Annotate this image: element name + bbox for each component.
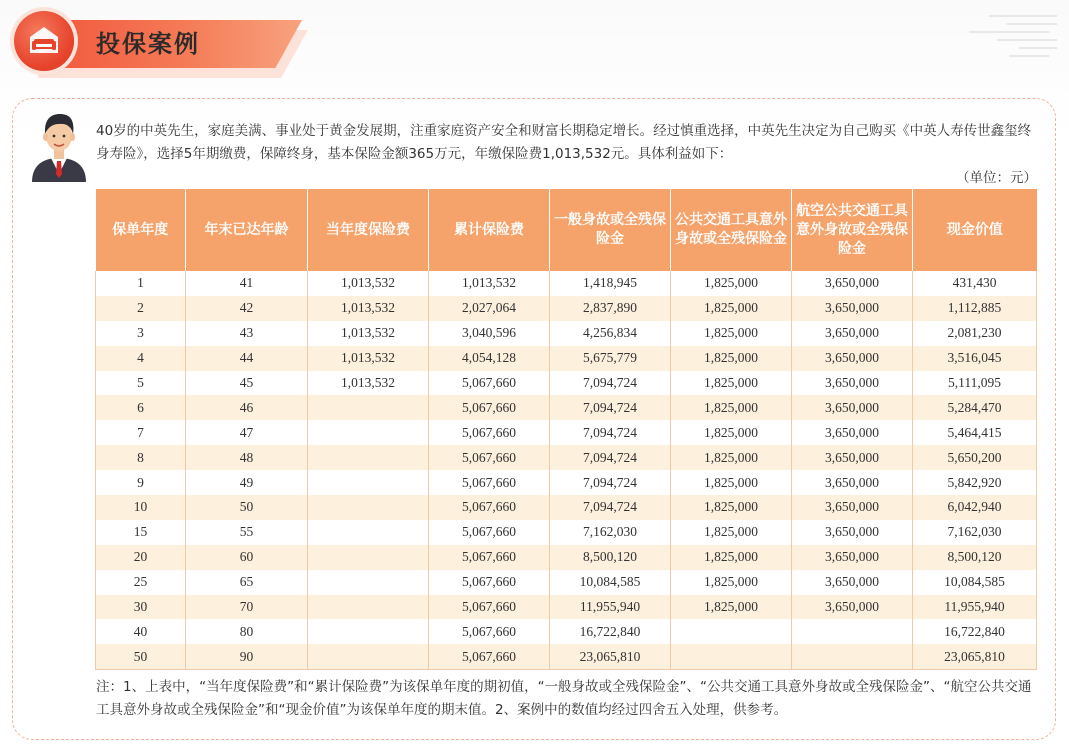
table-cell: 5,111,095	[913, 371, 1037, 396]
column-header: 累计保险费	[429, 189, 550, 271]
table-cell: 50	[186, 495, 308, 520]
table-cell: 2,837,890	[550, 296, 671, 321]
table-cell: 7,094,724	[550, 470, 671, 495]
benefit-table	[95, 189, 1036, 670]
table-cell: 7,094,724	[550, 445, 671, 470]
table-cell	[308, 619, 429, 644]
table-cell: 11,955,940	[550, 595, 671, 620]
table-cell: 1,825,000	[671, 395, 792, 420]
table-cell: 1,013,532	[308, 371, 429, 396]
table-cell: 3,650,000	[792, 470, 913, 495]
table-cell: 1	[96, 271, 186, 296]
table-cell: 7,094,724	[550, 495, 671, 520]
table-cell: 55	[186, 520, 308, 545]
table-cell: 5,067,660	[429, 570, 550, 595]
table-cell	[308, 595, 429, 620]
table-cell: 7,162,030	[913, 520, 1037, 545]
table-row	[96, 495, 1037, 520]
table-cell: 7,094,724	[550, 395, 671, 420]
table-cell: 65	[186, 570, 308, 595]
table-cell: 1,825,000	[671, 445, 792, 470]
table-cell: 7,162,030	[550, 520, 671, 545]
table-cell: 2,081,230	[913, 321, 1037, 346]
table-cell: 7,094,724	[550, 420, 671, 445]
table-cell	[308, 445, 429, 470]
table-cell: 5,067,660	[429, 445, 550, 470]
table-cell: 1,013,532	[308, 271, 429, 296]
table-cell: 3,650,000	[792, 346, 913, 371]
table-cell: 5	[96, 371, 186, 396]
table-cell: 1,825,000	[671, 371, 792, 396]
table-cell: 5,067,660	[429, 619, 550, 644]
table-row	[96, 619, 1037, 644]
table-cell: 1,013,532	[429, 271, 550, 296]
table-cell: 3,650,000	[792, 420, 913, 445]
table-cell: 16,722,840	[550, 619, 671, 644]
table-cell: 41	[186, 271, 308, 296]
table-header-row	[96, 189, 1037, 271]
table-cell: 1,825,000	[671, 321, 792, 346]
table-cell: 16,722,840	[913, 619, 1037, 644]
column-header: 当年度保险费	[308, 189, 429, 271]
table-cell: 5,067,660	[429, 495, 550, 520]
table-cell: 3,650,000	[792, 296, 913, 321]
table-cell: 4,256,834	[550, 321, 671, 346]
table-cell: 3,650,000	[792, 495, 913, 520]
table-cell: 23,065,810	[913, 644, 1037, 669]
table-cell: 3,650,000	[792, 271, 913, 296]
table-cell: 5,284,470	[913, 395, 1037, 420]
unit-label: （单位：元）	[956, 170, 1037, 186]
column-header: 保单年度	[96, 189, 186, 271]
table-cell: 11,955,940	[913, 595, 1037, 620]
column-header: 一般身故或全残保险金	[550, 189, 671, 271]
table-cell: 10,084,585	[913, 570, 1037, 595]
table-cell: 5,067,660	[429, 520, 550, 545]
table-cell: 5,067,660	[429, 545, 550, 570]
table-cell: 5,650,200	[913, 445, 1037, 470]
table-row	[96, 271, 1037, 296]
table-cell: 5,067,660	[429, 595, 550, 620]
footnote: 注：1、上表中，“当年度保险费”和“累计保险费”为该保单年度的期初值，“一般身故或全残保险金”、“公共交通工具意外身故或全残保险金”、“航空公共交通工具意外身故或全残保险金”和“现金价值”为该保单年度的期末值。2、案例中的数值均经过四舍五入处理，供参考。	[96, 679, 1032, 718]
column-header: 现金价值	[913, 189, 1037, 271]
decorative-lines	[949, 10, 1059, 70]
table-row	[96, 445, 1037, 470]
table-cell: 3,650,000	[792, 595, 913, 620]
table-cell: 1,418,945	[550, 271, 671, 296]
businessman-avatar-icon	[28, 108, 90, 182]
table-cell: 48	[186, 445, 308, 470]
table-cell: 3,650,000	[792, 570, 913, 595]
table-body	[96, 271, 1037, 670]
table-row	[96, 371, 1037, 396]
table-cell: 6,042,940	[913, 495, 1037, 520]
table-cell: 60	[186, 545, 308, 570]
table-cell: 80	[186, 619, 308, 644]
table-cell: 8,500,120	[550, 545, 671, 570]
table-row	[96, 395, 1037, 420]
table-cell: 5,067,660	[429, 470, 550, 495]
table-row	[96, 644, 1037, 669]
table-row	[96, 545, 1037, 570]
table-cell: 3,650,000	[792, 545, 913, 570]
table-cell: 5,675,779	[550, 346, 671, 371]
table-cell	[308, 644, 429, 669]
table-row	[96, 470, 1037, 495]
table-cell: 23,065,810	[550, 644, 671, 669]
table-cell	[308, 420, 429, 445]
table-cell: 7,094,724	[550, 371, 671, 396]
table-cell	[308, 545, 429, 570]
table-cell	[308, 570, 429, 595]
table-cell: 25	[96, 570, 186, 595]
table-cell: 1,825,000	[671, 545, 792, 570]
table-cell: 49	[186, 470, 308, 495]
table-cell: 5,067,660	[429, 420, 550, 445]
table-cell: 5,067,660	[429, 395, 550, 420]
table-cell: 1,825,000	[671, 570, 792, 595]
table-cell: 6	[96, 395, 186, 420]
table-cell: 1,825,000	[671, 495, 792, 520]
sofa-house-icon	[14, 11, 74, 71]
table-cell: 3,650,000	[792, 395, 913, 420]
table-cell: 2,027,064	[429, 296, 550, 321]
table-cell: 1,825,000	[671, 470, 792, 495]
table-cell: 1,825,000	[671, 346, 792, 371]
table-cell: 1,825,000	[671, 271, 792, 296]
table-cell: 1,013,532	[308, 296, 429, 321]
table-cell	[671, 644, 792, 669]
table-cell: 70	[186, 595, 308, 620]
table-row	[96, 420, 1037, 445]
table-cell: 20	[96, 545, 186, 570]
table-cell: 44	[186, 346, 308, 371]
table-cell: 1,013,532	[308, 321, 429, 346]
table-cell: 1,825,000	[671, 420, 792, 445]
table-cell: 1,112,885	[913, 296, 1037, 321]
table-cell: 10,084,585	[550, 570, 671, 595]
column-header: 年末已达年龄	[186, 189, 308, 271]
table-cell: 1,825,000	[671, 595, 792, 620]
table-cell	[792, 619, 913, 644]
table-cell: 3,040,596	[429, 321, 550, 346]
table-row	[96, 520, 1037, 545]
page-title: 投保案例	[96, 30, 200, 58]
table-cell: 4,054,128	[429, 346, 550, 371]
table-cell: 50	[96, 644, 186, 669]
table-cell	[308, 520, 429, 545]
table-cell: 42	[186, 296, 308, 321]
table-cell: 1,825,000	[671, 520, 792, 545]
table-cell	[671, 619, 792, 644]
table-cell: 8,500,120	[913, 545, 1037, 570]
table-cell: 7	[96, 420, 186, 445]
table-cell: 90	[186, 644, 308, 669]
table-cell: 46	[186, 395, 308, 420]
table-cell: 10	[96, 495, 186, 520]
table-cell: 3,650,000	[792, 371, 913, 396]
table-cell: 1,825,000	[671, 296, 792, 321]
table-cell: 3	[96, 321, 186, 346]
table-cell: 8	[96, 445, 186, 470]
table-row	[96, 346, 1037, 371]
table-cell	[308, 395, 429, 420]
table-cell: 5,842,920	[913, 470, 1037, 495]
table-cell: 45	[186, 371, 308, 396]
table-cell: 9	[96, 470, 186, 495]
table-cell: 40	[96, 619, 186, 644]
table-cell: 43	[186, 321, 308, 346]
table-cell: 4	[96, 346, 186, 371]
table-row	[96, 321, 1037, 346]
table-cell: 3,650,000	[792, 445, 913, 470]
table-cell	[308, 470, 429, 495]
table-cell: 2	[96, 296, 186, 321]
table-cell: 5,464,415	[913, 420, 1037, 445]
table-cell: 5,067,660	[429, 371, 550, 396]
table-cell: 1,013,532	[308, 346, 429, 371]
table-cell: 3,650,000	[792, 321, 913, 346]
case-description: 40岁的中英先生，家庭美满、事业处于黄金发展期，注重家庭资产安全和财富长期稳定增长。经过慎重选择，中英先生决定为自己购买《中英人寿传世鑫玺终身寿险》，选择5年期缴费，保障终身，基本保险金额365万元，年缴保险费1,013,532元。具体利益如下：	[96, 123, 1032, 162]
table-row	[96, 570, 1037, 595]
table-cell: 431,430	[913, 271, 1037, 296]
table-cell: 15	[96, 520, 186, 545]
table-cell: 47	[186, 420, 308, 445]
table-cell: 30	[96, 595, 186, 620]
column-header: 航空公共交通工具意外身故或全残保险金	[792, 189, 913, 271]
column-header: 公共交通工具意外身故或全残保险金	[671, 189, 792, 271]
table-row	[96, 296, 1037, 321]
table-cell: 5,067,660	[429, 644, 550, 669]
table-cell: 3,516,045	[913, 346, 1037, 371]
table-cell	[792, 644, 913, 669]
table-cell	[308, 495, 429, 520]
table-row	[96, 595, 1037, 620]
table-cell: 3,650,000	[792, 520, 913, 545]
